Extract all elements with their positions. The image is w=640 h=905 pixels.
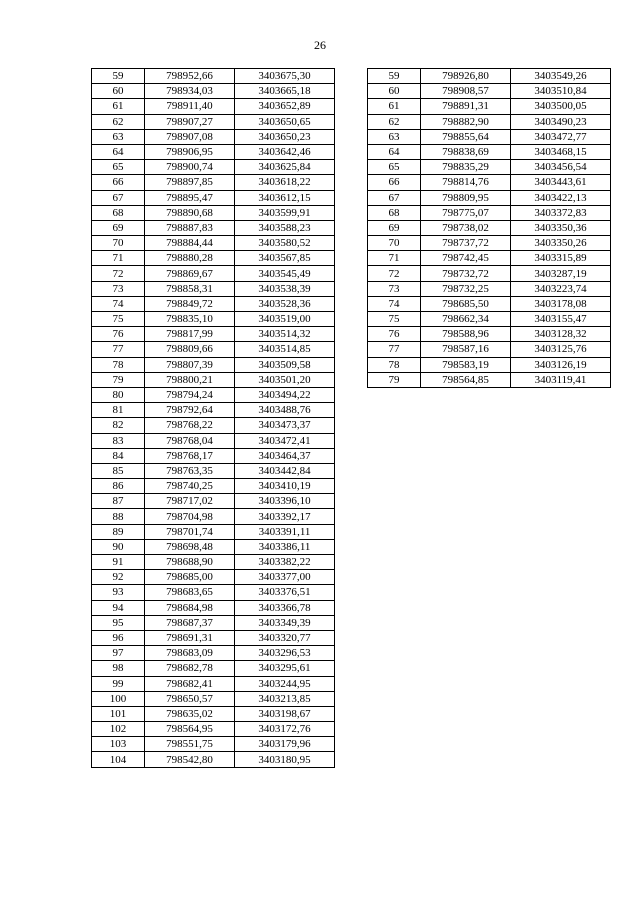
table-row <box>368 160 611 175</box>
point-number-cell: 67 <box>92 190 145 205</box>
x-coordinate-cell: 798685,00 <box>145 570 235 585</box>
table-row <box>92 296 335 311</box>
x-coordinate-cell: 798907,08 <box>145 129 235 144</box>
y-coordinate-cell: 3403179,96 <box>235 737 335 752</box>
x-coordinate-cell: 798688,90 <box>145 555 235 570</box>
y-coordinate-cell: 3403642,46 <box>235 144 335 159</box>
y-coordinate-cell: 3403509,58 <box>235 357 335 372</box>
table-row <box>92 600 335 615</box>
table-row <box>368 236 611 251</box>
point-number-cell: 68 <box>368 205 421 220</box>
x-coordinate-cell: 798800,21 <box>145 372 235 387</box>
y-coordinate-cell: 3403494,22 <box>235 387 335 402</box>
y-coordinate-cell: 3403675,30 <box>235 69 335 84</box>
point-number-cell: 72 <box>92 266 145 281</box>
point-number-cell: 60 <box>368 84 421 99</box>
x-coordinate-cell: 798738,02 <box>421 220 511 235</box>
y-coordinate-cell: 3403376,51 <box>235 585 335 600</box>
point-number-cell: 62 <box>92 114 145 129</box>
point-number-cell: 97 <box>92 646 145 661</box>
x-coordinate-cell: 798835,10 <box>145 312 235 327</box>
y-coordinate-cell: 3403500,05 <box>511 99 611 114</box>
y-coordinate-cell: 3403650,65 <box>235 114 335 129</box>
y-coordinate-cell: 3403549,26 <box>511 69 611 84</box>
y-coordinate-cell: 3403468,15 <box>511 144 611 159</box>
point-number-cell: 73 <box>92 281 145 296</box>
y-coordinate-cell: 3403410,19 <box>235 479 335 494</box>
table-row <box>368 84 611 99</box>
y-coordinate-cell: 3403180,95 <box>235 752 335 767</box>
y-coordinate-cell: 3403315,89 <box>511 251 611 266</box>
point-number-cell: 103 <box>92 737 145 752</box>
table-row <box>92 357 335 372</box>
point-number-cell: 66 <box>92 175 145 190</box>
point-number-cell: 74 <box>92 296 145 311</box>
table-row <box>92 722 335 737</box>
y-coordinate-cell: 3403422,13 <box>511 190 611 205</box>
x-coordinate-cell: 798809,66 <box>145 342 235 357</box>
table-row <box>368 281 611 296</box>
point-number-cell: 70 <box>92 236 145 251</box>
point-number-cell: 76 <box>92 327 145 342</box>
y-coordinate-cell: 3403580,52 <box>235 236 335 251</box>
table-row <box>92 220 335 235</box>
point-number-cell: 64 <box>92 144 145 159</box>
x-coordinate-cell: 798583,19 <box>421 357 511 372</box>
table-row <box>92 342 335 357</box>
table-row <box>92 737 335 752</box>
table-row <box>92 691 335 706</box>
table-row <box>368 175 611 190</box>
point-number-cell: 101 <box>92 706 145 721</box>
table-row <box>92 175 335 190</box>
point-number-cell: 60 <box>92 84 145 99</box>
y-coordinate-cell: 3403125,76 <box>511 342 611 357</box>
point-number-cell: 89 <box>92 524 145 539</box>
point-number-cell: 79 <box>368 372 421 387</box>
point-number-cell: 78 <box>368 357 421 372</box>
table-row <box>92 585 335 600</box>
x-coordinate-cell: 798650,57 <box>145 691 235 706</box>
point-number-cell: 85 <box>92 463 145 478</box>
point-number-cell: 59 <box>92 69 145 84</box>
x-coordinate-cell: 798835,29 <box>421 160 511 175</box>
point-number-cell: 61 <box>92 99 145 114</box>
y-coordinate-cell: 3403213,85 <box>235 691 335 706</box>
x-coordinate-cell: 798890,68 <box>145 205 235 220</box>
y-coordinate-cell: 3403119,41 <box>511 372 611 387</box>
x-coordinate-cell: 798926,80 <box>421 69 511 84</box>
x-coordinate-cell: 798952,66 <box>145 69 235 84</box>
point-number-cell: 84 <box>92 448 145 463</box>
y-coordinate-cell: 3403350,36 <box>511 220 611 235</box>
table-row <box>92 494 335 509</box>
point-number-cell: 62 <box>368 114 421 129</box>
point-number-cell: 90 <box>92 539 145 554</box>
x-coordinate-cell: 798887,83 <box>145 220 235 235</box>
table-row <box>92 479 335 494</box>
table-row <box>92 661 335 676</box>
point-number-cell: 68 <box>92 205 145 220</box>
table-row <box>92 676 335 691</box>
y-coordinate-cell: 3403472,41 <box>235 433 335 448</box>
y-coordinate-cell: 3403625,84 <box>235 160 335 175</box>
y-coordinate-cell: 3403473,37 <box>235 418 335 433</box>
y-coordinate-cell: 3403392,17 <box>235 509 335 524</box>
x-coordinate-cell: 798564,95 <box>145 722 235 737</box>
x-coordinate-cell: 798742,45 <box>421 251 511 266</box>
y-coordinate-cell: 3403652,89 <box>235 99 335 114</box>
point-number-cell: 61 <box>368 99 421 114</box>
table-row <box>92 524 335 539</box>
point-number-cell: 78 <box>92 357 145 372</box>
table-row <box>92 114 335 129</box>
point-number-cell: 70 <box>368 236 421 251</box>
table-row <box>92 433 335 448</box>
y-coordinate-cell: 3403472,77 <box>511 129 611 144</box>
table-row <box>368 327 611 342</box>
point-number-cell: 79 <box>92 372 145 387</box>
x-coordinate-cell: 798683,09 <box>145 646 235 661</box>
x-coordinate-cell: 798809,95 <box>421 190 511 205</box>
table-row <box>368 342 611 357</box>
x-coordinate-cell: 798704,98 <box>145 509 235 524</box>
table-row <box>368 251 611 266</box>
table-row <box>92 144 335 159</box>
x-coordinate-cell: 798763,35 <box>145 463 235 478</box>
table-row <box>92 418 335 433</box>
y-coordinate-cell: 3403464,37 <box>235 448 335 463</box>
table-row <box>92 251 335 266</box>
y-coordinate-cell: 3403545,49 <box>235 266 335 281</box>
x-coordinate-cell: 798740,25 <box>145 479 235 494</box>
table-row <box>92 372 335 387</box>
point-number-cell: 102 <box>92 722 145 737</box>
y-coordinate-cell: 3403396,10 <box>235 494 335 509</box>
y-coordinate-cell: 3403650,23 <box>235 129 335 144</box>
x-coordinate-cell: 798869,67 <box>145 266 235 281</box>
y-coordinate-cell: 3403128,32 <box>511 327 611 342</box>
point-number-cell: 75 <box>368 312 421 327</box>
point-number-cell: 99 <box>92 676 145 691</box>
point-number-cell: 66 <box>368 175 421 190</box>
x-coordinate-cell: 798817,99 <box>145 327 235 342</box>
point-number-cell: 74 <box>368 296 421 311</box>
table-row <box>92 281 335 296</box>
point-number-cell: 63 <box>368 129 421 144</box>
y-coordinate-cell: 3403612,15 <box>235 190 335 205</box>
table-row <box>92 630 335 645</box>
table-row <box>368 69 611 84</box>
point-number-cell: 104 <box>92 752 145 767</box>
table-row <box>92 615 335 630</box>
point-number-cell: 67 <box>368 190 421 205</box>
y-coordinate-cell: 3403501,20 <box>235 372 335 387</box>
point-number-cell: 93 <box>92 585 145 600</box>
y-coordinate-cell: 3403442,84 <box>235 463 335 478</box>
point-number-cell: 75 <box>92 312 145 327</box>
table-row <box>92 752 335 767</box>
point-number-cell: 69 <box>92 220 145 235</box>
x-coordinate-cell: 798900,74 <box>145 160 235 175</box>
x-coordinate-cell: 798701,74 <box>145 524 235 539</box>
point-number-cell: 71 <box>92 251 145 266</box>
point-number-cell: 91 <box>92 555 145 570</box>
y-coordinate-cell: 3403528,36 <box>235 296 335 311</box>
table-row <box>368 372 611 387</box>
point-number-cell: 69 <box>368 220 421 235</box>
table-row <box>92 190 335 205</box>
y-coordinate-cell: 3403372,83 <box>511 205 611 220</box>
x-coordinate-cell: 798849,72 <box>145 296 235 311</box>
x-coordinate-cell: 798691,31 <box>145 630 235 645</box>
y-coordinate-cell: 3403588,23 <box>235 220 335 235</box>
y-coordinate-cell: 3403178,08 <box>511 296 611 311</box>
y-coordinate-cell: 3403599,91 <box>235 205 335 220</box>
table-row <box>368 266 611 281</box>
y-coordinate-cell: 3403538,39 <box>235 281 335 296</box>
x-coordinate-cell: 798684,98 <box>145 600 235 615</box>
table-row <box>92 129 335 144</box>
y-coordinate-cell: 3403514,32 <box>235 327 335 342</box>
y-coordinate-cell: 3403349,39 <box>235 615 335 630</box>
point-number-cell: 95 <box>92 615 145 630</box>
y-coordinate-cell: 3403223,74 <box>511 281 611 296</box>
x-coordinate-cell: 798880,28 <box>145 251 235 266</box>
table-row <box>92 555 335 570</box>
table-row <box>368 205 611 220</box>
table-row <box>368 220 611 235</box>
x-coordinate-cell: 798882,90 <box>421 114 511 129</box>
y-coordinate-cell: 3403519,00 <box>235 312 335 327</box>
point-number-cell: 88 <box>92 509 145 524</box>
table-row <box>92 99 335 114</box>
point-number-cell: 64 <box>368 144 421 159</box>
point-number-cell: 94 <box>92 600 145 615</box>
point-number-cell: 65 <box>92 160 145 175</box>
table-row <box>92 570 335 585</box>
table-row <box>92 312 335 327</box>
coordinates-table-right <box>367 68 611 388</box>
point-number-cell: 71 <box>368 251 421 266</box>
y-coordinate-cell: 3403320,77 <box>235 630 335 645</box>
y-coordinate-cell: 3403244,95 <box>235 676 335 691</box>
point-number-cell: 98 <box>92 661 145 676</box>
point-number-cell: 76 <box>368 327 421 342</box>
x-coordinate-cell: 798662,34 <box>421 312 511 327</box>
y-coordinate-cell: 3403567,85 <box>235 251 335 266</box>
y-coordinate-cell: 3403350,26 <box>511 236 611 251</box>
point-number-cell: 59 <box>368 69 421 84</box>
point-number-cell: 77 <box>92 342 145 357</box>
y-coordinate-cell: 3403287,19 <box>511 266 611 281</box>
table-row <box>92 69 335 84</box>
x-coordinate-cell: 798855,64 <box>421 129 511 144</box>
y-coordinate-cell: 3403172,76 <box>235 722 335 737</box>
point-number-cell: 83 <box>92 433 145 448</box>
y-coordinate-cell: 3403198,67 <box>235 706 335 721</box>
x-coordinate-cell: 798891,31 <box>421 99 511 114</box>
y-coordinate-cell: 3403295,61 <box>235 661 335 676</box>
table-row <box>368 312 611 327</box>
coordinates-table-left <box>91 68 335 768</box>
point-number-cell: 77 <box>368 342 421 357</box>
table-row <box>368 99 611 114</box>
table-row <box>92 84 335 99</box>
y-coordinate-cell: 3403382,22 <box>235 555 335 570</box>
x-coordinate-cell: 798807,39 <box>145 357 235 372</box>
x-coordinate-cell: 798768,04 <box>145 433 235 448</box>
page-number: 26 <box>314 38 326 52</box>
x-coordinate-cell: 798884,44 <box>145 236 235 251</box>
table-row <box>92 509 335 524</box>
point-number-cell: 63 <box>92 129 145 144</box>
x-coordinate-cell: 798858,31 <box>145 281 235 296</box>
y-coordinate-cell: 3403391,11 <box>235 524 335 539</box>
y-coordinate-cell: 3403366,78 <box>235 600 335 615</box>
x-coordinate-cell: 798895,47 <box>145 190 235 205</box>
table-row <box>92 706 335 721</box>
y-coordinate-cell: 3403456,54 <box>511 160 611 175</box>
x-coordinate-cell: 798682,41 <box>145 676 235 691</box>
x-coordinate-cell: 798687,37 <box>145 615 235 630</box>
table-row <box>92 160 335 175</box>
point-number-cell: 86 <box>92 479 145 494</box>
point-number-cell: 81 <box>92 403 145 418</box>
table-row <box>92 646 335 661</box>
y-coordinate-cell: 3403155,47 <box>511 312 611 327</box>
x-coordinate-cell: 798588,96 <box>421 327 511 342</box>
y-coordinate-cell: 3403618,22 <box>235 175 335 190</box>
point-number-cell: 80 <box>92 387 145 402</box>
x-coordinate-cell: 798587,16 <box>421 342 511 357</box>
table-row <box>368 190 611 205</box>
x-coordinate-cell: 798542,80 <box>145 752 235 767</box>
y-coordinate-cell: 3403488,76 <box>235 403 335 418</box>
table-row <box>368 357 611 372</box>
x-coordinate-cell: 798635,02 <box>145 706 235 721</box>
y-coordinate-cell: 3403510,84 <box>511 84 611 99</box>
table-row <box>92 205 335 220</box>
y-coordinate-cell: 3403126,19 <box>511 357 611 372</box>
table-row <box>368 129 611 144</box>
x-coordinate-cell: 798911,40 <box>145 99 235 114</box>
x-coordinate-cell: 798698,48 <box>145 539 235 554</box>
table-row <box>92 463 335 478</box>
point-number-cell: 82 <box>92 418 145 433</box>
table-row <box>92 266 335 281</box>
x-coordinate-cell: 798768,17 <box>145 448 235 463</box>
table-row <box>92 539 335 554</box>
x-coordinate-cell: 798732,72 <box>421 266 511 281</box>
x-coordinate-cell: 798682,78 <box>145 661 235 676</box>
table-row <box>368 296 611 311</box>
x-coordinate-cell: 798908,57 <box>421 84 511 99</box>
y-coordinate-cell: 3403377,00 <box>235 570 335 585</box>
x-coordinate-cell: 798794,24 <box>145 387 235 402</box>
x-coordinate-cell: 798814,76 <box>421 175 511 190</box>
point-number-cell: 96 <box>92 630 145 645</box>
x-coordinate-cell: 798732,25 <box>421 281 511 296</box>
point-number-cell: 73 <box>368 281 421 296</box>
point-number-cell: 100 <box>92 691 145 706</box>
point-number-cell: 92 <box>92 570 145 585</box>
point-number-cell: 65 <box>368 160 421 175</box>
x-coordinate-cell: 798551,75 <box>145 737 235 752</box>
x-coordinate-cell: 798906,95 <box>145 144 235 159</box>
x-coordinate-cell: 798685,50 <box>421 296 511 311</box>
x-coordinate-cell: 798838,69 <box>421 144 511 159</box>
table-row <box>92 387 335 402</box>
x-coordinate-cell: 798564,85 <box>421 372 511 387</box>
point-number-cell: 87 <box>92 494 145 509</box>
x-coordinate-cell: 798907,27 <box>145 114 235 129</box>
table-row <box>368 144 611 159</box>
y-coordinate-cell: 3403443,61 <box>511 175 611 190</box>
table-row <box>92 448 335 463</box>
y-coordinate-cell: 3403296,53 <box>235 646 335 661</box>
table-row <box>368 114 611 129</box>
x-coordinate-cell: 798934,03 <box>145 84 235 99</box>
y-coordinate-cell: 3403490,23 <box>511 114 611 129</box>
x-coordinate-cell: 798768,22 <box>145 418 235 433</box>
y-coordinate-cell: 3403514,85 <box>235 342 335 357</box>
table-row <box>92 236 335 251</box>
table-row <box>92 403 335 418</box>
x-coordinate-cell: 798737,72 <box>421 236 511 251</box>
y-coordinate-cell: 3403665,18 <box>235 84 335 99</box>
x-coordinate-cell: 798717,02 <box>145 494 235 509</box>
x-coordinate-cell: 798683,65 <box>145 585 235 600</box>
x-coordinate-cell: 798897,85 <box>145 175 235 190</box>
y-coordinate-cell: 3403386,11 <box>235 539 335 554</box>
table-row <box>92 327 335 342</box>
x-coordinate-cell: 798792,64 <box>145 403 235 418</box>
point-number-cell: 72 <box>368 266 421 281</box>
x-coordinate-cell: 798775,07 <box>421 205 511 220</box>
